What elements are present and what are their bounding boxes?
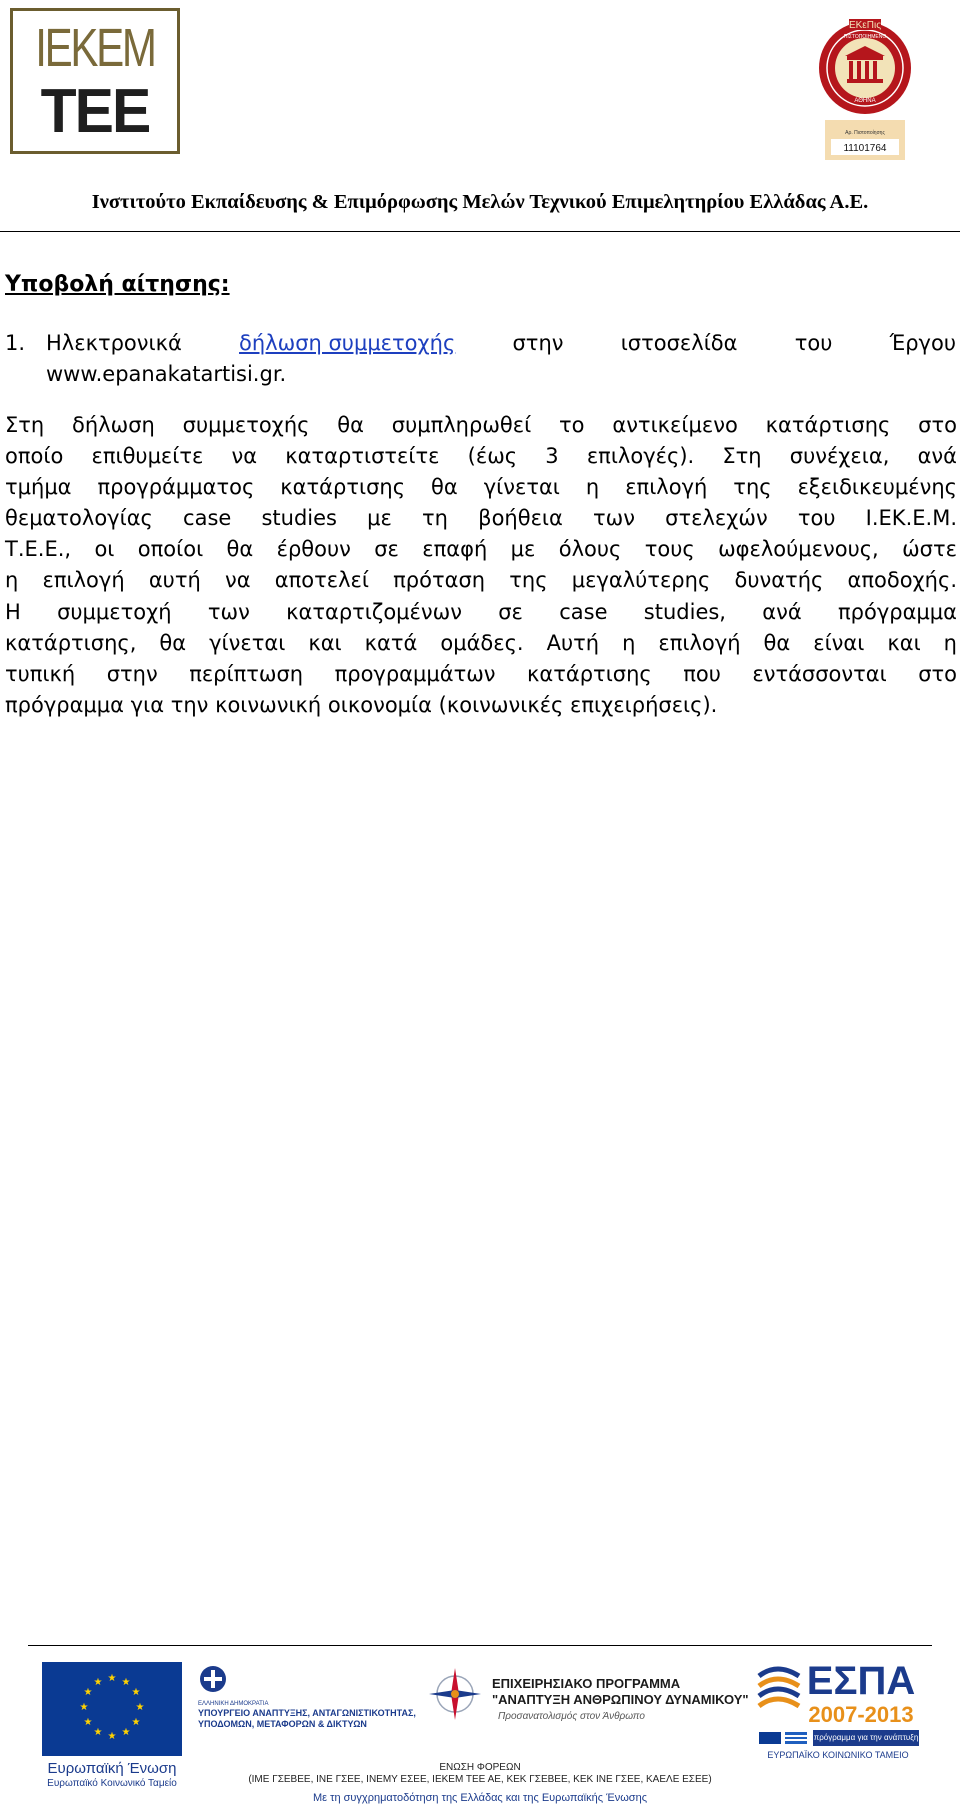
seal-ribbon-text: ΠΙΣΤΟΠΟΙΗΜΕΝΟ (843, 34, 887, 40)
eu-label: Ευρωπαϊκή Ένωση (47, 1760, 177, 1777)
compass-icon (428, 1664, 482, 1730)
header-divider (0, 231, 960, 232)
paragraph-line: τυπική στην περίπτωση προγραμμάτων κατάρτισης που εντάσσονται στο (5, 661, 957, 686)
svg-text:★: ★ (93, 1727, 103, 1738)
step-1-line-1 (46, 328, 956, 359)
greek-emblem-icon (198, 1664, 228, 1694)
svg-text:★: ★ (121, 1677, 131, 1688)
step-1-number: 1. (5, 331, 26, 355)
seal-number-label: Αρ. Πιστοποίησης (845, 130, 885, 136)
step-1-word: Έργου (889, 331, 956, 355)
svg-text:★: ★ (83, 1687, 93, 1698)
info-paragraph (5, 410, 957, 721)
svg-text:★: ★ (93, 1677, 103, 1688)
paragraph-line: οποίο επιθυμείτε να καταρτιστείτε (έως 3 επιλογές). Στη συνέχεια, ανά (5, 444, 957, 469)
ministry-name-1: ΥΠΟΥΡΓΕΙΟ ΑΝΑΠΤΥΞΗΣ, ΑΝΤΑΓΩΝΙΣΤΙΚΟΤΗΤΑΣ, (198, 1708, 416, 1718)
espa-logo (757, 1656, 919, 1730)
paragraph-line: Στη δήλωση συμμετοχής θα συμπληρωθεί το αντικείμενο κατάρτισης στο (5, 413, 957, 437)
step-1-word: Ηλεκτρονικά (46, 331, 182, 355)
seal-number: 11101764 (843, 143, 887, 154)
seal-top-text: ΕΚεΠις (848, 20, 882, 31)
espa-fund: ΕΥΡΩΠΑΪΚΟ ΚΟΙΝΩΝΙΚΟ ΤΑΜΕΙΟ (767, 1750, 909, 1760)
paragraph-line: θεματολογίας case studies με τη βοήθεια των στελεχών του Ι.ΕΚ.Ε.Μ. (5, 506, 957, 531)
op-tagline: Προσανατολισμός στον Άνθρωπο (498, 1711, 645, 1722)
eu-flag-icon (42, 1662, 182, 1756)
svg-text:★: ★ (83, 1717, 93, 1728)
svg-text:★: ★ (79, 1702, 89, 1713)
ministry-republic: ΕΛΛΗΝΙΚΗ ΔΗΜΟΚΡΑΤΙΑ (198, 1701, 269, 1707)
ministry-name-2: ΥΠΟΔΟΜΩΝ, ΜΕΤΑΦΟΡΩΝ & ΔΙΚΤΥΩΝ (198, 1719, 367, 1729)
svg-text:★: ★ (131, 1687, 141, 1698)
svg-text:★: ★ (135, 1702, 145, 1713)
paragraph-line: κατάρτισης, θα γίνεται και κατά ομάδες. Αυτή η επιλογή θα είναι και η (5, 630, 957, 655)
footer-divider (28, 1645, 932, 1646)
espa-tagline: πρόγραμμα για την ανάπτυξη (813, 1730, 919, 1746)
svg-text:★: ★ (107, 1731, 117, 1742)
espa-title: ΕΣΠΑ (806, 1659, 916, 1703)
espa-years: 2007-2013 (808, 1702, 914, 1727)
union-title: ΕΝΩΣΗ ΦΟΡΕΩΝ (439, 1762, 521, 1773)
paragraph-line: πρόγραμμα για την κοινωνική οικονομία (κοινωνικές επιχειρήσεις). (5, 692, 718, 717)
op-title-2: "ΑΝΑΠΤΥΞΗ ΑΝΘΡΩΠΙΝΟΥ ΔΥΝΑΜΙΚΟΥ" (492, 1692, 749, 1707)
op-title-1: ΕΠΙΧΕΙΡΗΣΙΑΚΟ ΠΡΟΓΡΑΜΜΑ (492, 1676, 681, 1691)
eu-sub-label: Ευρωπαϊκό Κοινωνικό Ταμείο (47, 1778, 177, 1789)
svg-text:★: ★ (107, 1673, 117, 1684)
union-members: (ΙΜΕ ΓΣΕΒΕΕ, ΙΝΕ ΓΣΕΕ, ΙΝΕΜΥ ΕΣΕΕ, ΙΕΚΕΜ ΤΕΕ ΑΕ, ΚΕΚ ΓΣΕΒΕΕ, ΚΕΚ ΙΝΕ ΓΣΕΕ, ΚΑΕΛΕ ΕΣΕΕ) (248, 1774, 712, 1785)
institute-name: Ινστιτούτο Εκπαίδευσης & Επιμόρφωσης Μελών Τεχνικού Επιμελητηρίου Ελλάδας Α.Ε. (91, 191, 869, 213)
logo-line-1: IEKEM (35, 18, 155, 78)
step-1-word: στην (512, 331, 564, 355)
step-1-website: www.epanakatartisi.gr. (46, 362, 287, 386)
iekem-tee-logo (10, 8, 180, 154)
step-1-word: του (794, 331, 833, 355)
paragraph-line: τμήμα προγράμματος κατάρτισης θα γίνεται η επιλογή της εξειδικευμένης (5, 475, 957, 500)
section-heading: Υποβολή αίτησης: (5, 272, 230, 297)
cofunding-note: Με τη συγχρηματοδότηση της Ελλάδας και της Ευρωπαϊκής Ένωσης (312, 1792, 648, 1804)
paragraph-line: Η συμμετοχή των καταρτιζομένων σε case studies, ανά πρόγραμμα (5, 599, 957, 624)
svg-text:★: ★ (131, 1717, 141, 1728)
logo-line-2: TEE (40, 77, 150, 146)
paragraph-line: Τ.Ε.Ε., οι οποίοι θα έρθουν σε επαφή με όλους τους ωφελούμενους, ώστε (5, 537, 957, 562)
paragraph-line: η επιλογή αυτή να αποτελεί πρόταση της μεγαλύτερης δυνατής αποδοχής. (5, 568, 957, 593)
seal-city-text: ΑΘΗΝΑ (854, 98, 876, 104)
certification-seal-logo (815, 8, 915, 170)
participation-declaration-link[interactable]: δήλωση συμμετοχής (239, 331, 456, 355)
svg-text:★: ★ (121, 1727, 131, 1738)
step-1-word: ιστοσελίδα (620, 331, 738, 355)
